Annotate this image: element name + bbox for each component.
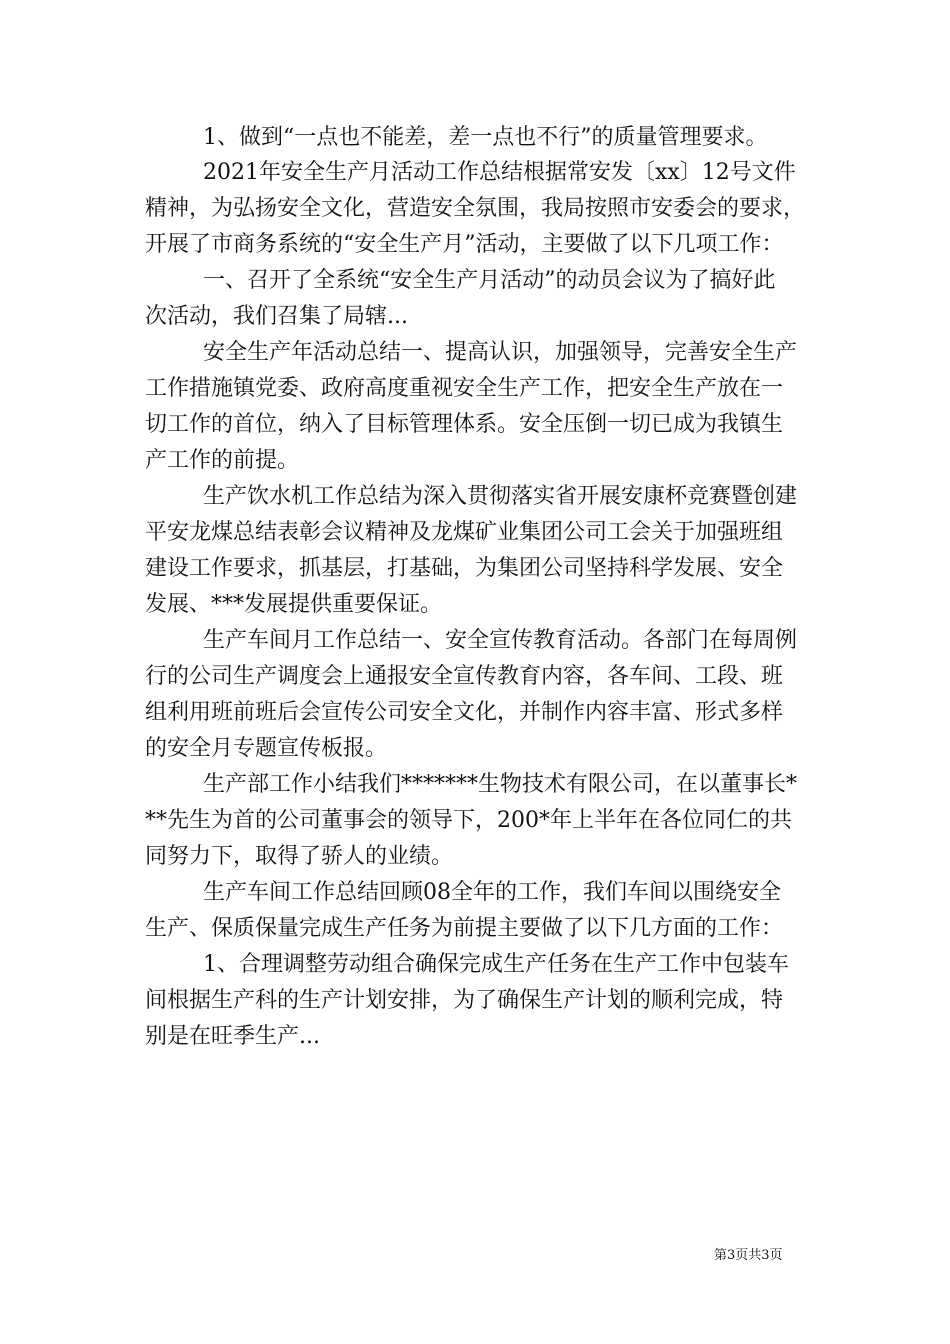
text-line: 一、召开了全系统“安全生产月活动”的动员会议为了搞好此 <box>203 268 776 293</box>
page-number-footer: 第3页共3页 <box>714 1248 783 1263</box>
text-line: 安全生产年活动总结一、提高认识，加强领导，完善安全生产 <box>203 340 798 365</box>
text-line: 建设工作要求，抓基层，打基础，为集团公司坚持科学发展、安全 <box>145 556 784 581</box>
text-line: 产工作的前提。 <box>145 448 300 473</box>
text-line: 平安龙煤总结表彰会议精神及龙煤矿业集团公司工会关于加强班组 <box>145 520 784 545</box>
text-line: 1、做到“一点也不能差，差一点也不行”的质量管理要求。 <box>203 125 768 150</box>
text-line: 生产车间月工作总结一、安全宣传教育活动。各部门在每周例 <box>203 628 798 653</box>
text-line: 生产车间工作总结回顾08全年的工作，我们车间以围绕安全 <box>203 880 781 905</box>
text-line: 次活动，我们召集了局辖... <box>145 304 408 329</box>
text-line: 生产饮水机工作总结为深入贯彻落实省开展安康杯竞赛暨创建 <box>203 484 798 509</box>
text-line: **先生为首的公司董事会的领导下，200*年上半年在各位同仁的共 <box>145 808 792 833</box>
text-line: 行的公司生产调度会上通报安全宣传教育内容，各车间、工段、班 <box>145 664 784 689</box>
text-line: 2021年安全生产月活动工作总结根据常安发〔xx〕12号文件 <box>203 160 796 185</box>
text-line: 开展了市商务系统的“安全生产月”活动，主要做了以下几项工作： <box>145 232 784 257</box>
text-line: 间根据生产科的生产计划安排，为了确保生产计划的顺利完成，特 <box>145 988 784 1013</box>
text-line: 组利用班前班后会宣传公司安全文化，并制作内容丰富、形式多样 <box>145 700 784 725</box>
text-line: 生产部工作小结我们*******生物技术有限公司，在以董事长* <box>203 772 798 797</box>
text-line: 同努力下，取得了骄人的业绩。 <box>145 844 454 869</box>
text-line: 发展、***发展提供重要保证。 <box>145 592 443 617</box>
text-line: 别是在旺季生产... <box>145 1024 320 1049</box>
text-line: 1、合理调整劳动组合确保完成生产任务在生产工作中包装车 <box>203 952 789 977</box>
text-line: 精神，为弘扬安全文化，营造安全氛围，我局按照市安委会的要求， <box>145 196 806 221</box>
text-line: 切工作的首位，纳入了目标管理体系。安全压倒一切已成为我镇生 <box>145 412 784 437</box>
text-line: 生产、保质保量完成生产任务为前提主要做了以下几方面的工作： <box>145 916 784 941</box>
text-line: 的安全月专题宣传板报。 <box>145 736 388 761</box>
text-line: 工作措施镇党委、政府高度重视安全生产工作，把安全生产放在一 <box>145 376 784 401</box>
